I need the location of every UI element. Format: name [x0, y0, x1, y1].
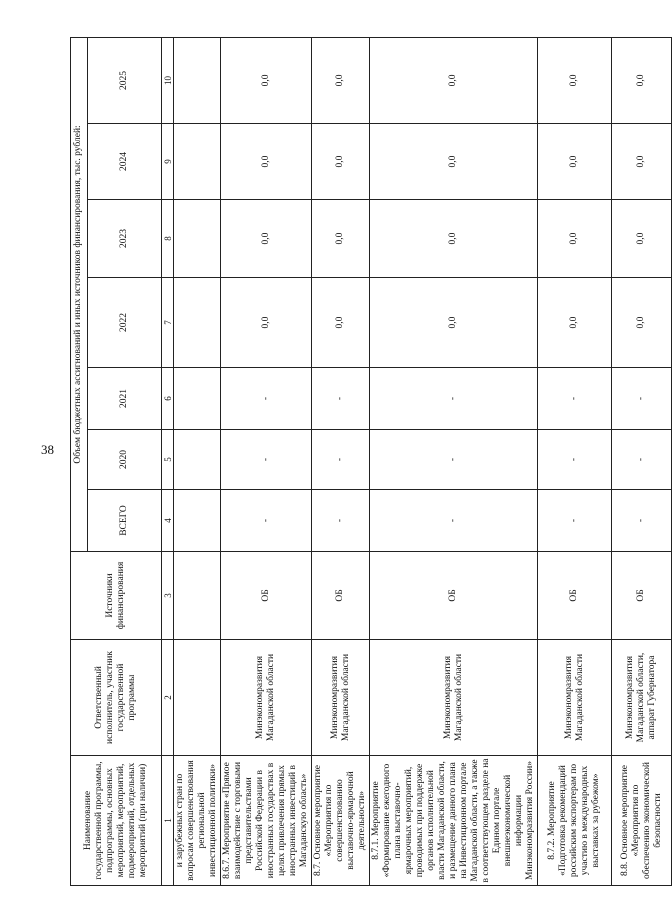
- row-2020: -: [312, 430, 370, 490]
- row-2021: -: [370, 368, 538, 430]
- budget-table: [70, 37, 672, 886]
- column-number-row: [162, 37, 174, 885]
- row-2023: 0,0: [370, 200, 538, 278]
- col-number: 8: [162, 200, 174, 278]
- row-2024: 0,0: [538, 124, 612, 200]
- row-2025: 0,0: [538, 37, 612, 123]
- row-2025: 0,0: [612, 37, 672, 123]
- row-2021: -: [538, 368, 612, 430]
- row-source: ОБ: [221, 552, 312, 640]
- table-row: [612, 37, 672, 885]
- row-2024: [174, 124, 221, 200]
- header-year-2021: 2021: [87, 368, 161, 430]
- table-row: [174, 37, 221, 885]
- header-year-2025: 2025: [87, 37, 161, 123]
- header-executor: Ответственный исполнитель, участник государственной программы: [71, 640, 162, 756]
- row-2022: 0,0: [370, 278, 538, 368]
- row-executor: Минэкономразвития Магаданской области, аппарат Губернатора: [612, 640, 672, 756]
- row-source: ОБ: [538, 552, 612, 640]
- row-2021: -: [312, 368, 370, 430]
- table-row: [221, 37, 312, 885]
- col-number: 7: [162, 278, 174, 368]
- row-2020: [174, 430, 221, 490]
- row-2022: 0,0: [538, 278, 612, 368]
- row-2025: 0,0: [370, 37, 538, 123]
- row-total: -: [612, 490, 672, 552]
- row-2023: 0,0: [538, 200, 612, 278]
- table-row: [312, 37, 370, 885]
- row-total: -: [538, 490, 612, 552]
- header-funding-group: Объем бюджетных ассигнований и иных источников финансирования, тыс. рублей:: [71, 37, 88, 551]
- row-source: ОБ: [612, 552, 672, 640]
- row-total: -: [370, 490, 538, 552]
- row-2021: -: [612, 368, 672, 430]
- col-number: 9: [162, 124, 174, 200]
- row-2023: 0,0: [221, 200, 312, 278]
- row-2023: [174, 200, 221, 278]
- table-row: [370, 37, 538, 885]
- row-name: 8.6.7. Мероприятие «Прямое взаимодействие с торговыми представительствами Российской Федерации в иностранных государствах в целях привлечения прямых иностранных инвестиций в Магаданскую область»: [221, 756, 312, 886]
- row-executor: Минэкономразвития Магаданской области: [221, 640, 312, 756]
- row-name: 8.7.2. Мероприятие «Подготовка рекомендаций российским экспортерам по участию в международных выставках за рубежом»: [538, 756, 612, 886]
- header-source: Источники финансирования: [71, 552, 162, 640]
- col-number: 10: [162, 37, 174, 123]
- col-number: 6: [162, 368, 174, 430]
- row-total: -: [312, 490, 370, 552]
- header-year-total: ВСЕГО: [87, 490, 161, 552]
- col-number: 4: [162, 490, 174, 552]
- row-name: 8.7.1. Мероприятие «Формирование ежегодного плана выставочно-ярмарочных мероприятий, проводимых при поддержке органов исполнительной власти Магаданской области, и размещение данного плана на Инвестиционном портале Магаданской области, а также в соответствующем разделе на Едином портале внешнеэкономической информации Минэкономразвития России»: [370, 756, 538, 886]
- row-2022: 0,0: [612, 278, 672, 368]
- row-2021: [174, 368, 221, 430]
- row-2020: -: [370, 430, 538, 490]
- col-number: 1: [162, 756, 174, 886]
- row-2025: 0,0: [312, 37, 370, 123]
- row-name: и зарубежных стран по вопросам совершенствования региональной инвестиционной политики»: [174, 756, 221, 886]
- row-2024: 0,0: [370, 124, 538, 200]
- row-2020: -: [221, 430, 312, 490]
- col-number: 3: [162, 552, 174, 640]
- header-year-2022: 2022: [87, 278, 161, 368]
- row-2025: 0,0: [221, 37, 312, 123]
- row-2023: 0,0: [312, 200, 370, 278]
- row-2020: -: [612, 430, 672, 490]
- row-source: ОБ: [370, 552, 538, 640]
- table-row: [538, 37, 612, 885]
- row-executor: Минэкономразвития Магаданской области: [312, 640, 370, 756]
- row-source: [174, 552, 221, 640]
- row-name: 8.7. Основное мероприятие «Мероприятия по совершенствованию выставочно-ярмарочной деятельности»: [312, 756, 370, 886]
- row-2023: 0,0: [612, 200, 672, 278]
- row-executor: [174, 640, 221, 756]
- row-2021: -: [221, 368, 312, 430]
- row-executor: Минэкономразвития Магаданской области: [370, 640, 538, 756]
- row-source: ОБ: [312, 552, 370, 640]
- row-total: [174, 490, 221, 552]
- row-2025: [174, 37, 221, 123]
- header-name: Наименование государственной программы, подпрограммы, основных мероприятий, мероприятий, подмероприятий, отдельных мероприятий (при наличии): [71, 756, 162, 886]
- row-executor: Минэкономразвития Магаданской области: [538, 640, 612, 756]
- header-year-2023: 2023: [87, 200, 161, 278]
- rotated-table-container: [70, 38, 663, 886]
- row-name: 8.8. Основное мероприятие «Мероприятия по обеспечению экономической безопасности: [612, 756, 672, 886]
- row-2020: -: [538, 430, 612, 490]
- row-2022: [174, 278, 221, 368]
- row-2022: 0,0: [221, 278, 312, 368]
- header-year-2020: 2020: [87, 430, 161, 490]
- row-2024: 0,0: [221, 124, 312, 200]
- row-2024: 0,0: [312, 124, 370, 200]
- header-year-2024: 2024: [87, 124, 161, 200]
- col-number: 2: [162, 640, 174, 756]
- col-number: 5: [162, 430, 174, 490]
- page-number: 38: [41, 442, 54, 457]
- row-2024: 0,0: [612, 124, 672, 200]
- row-total: -: [221, 490, 312, 552]
- row-2022: 0,0: [312, 278, 370, 368]
